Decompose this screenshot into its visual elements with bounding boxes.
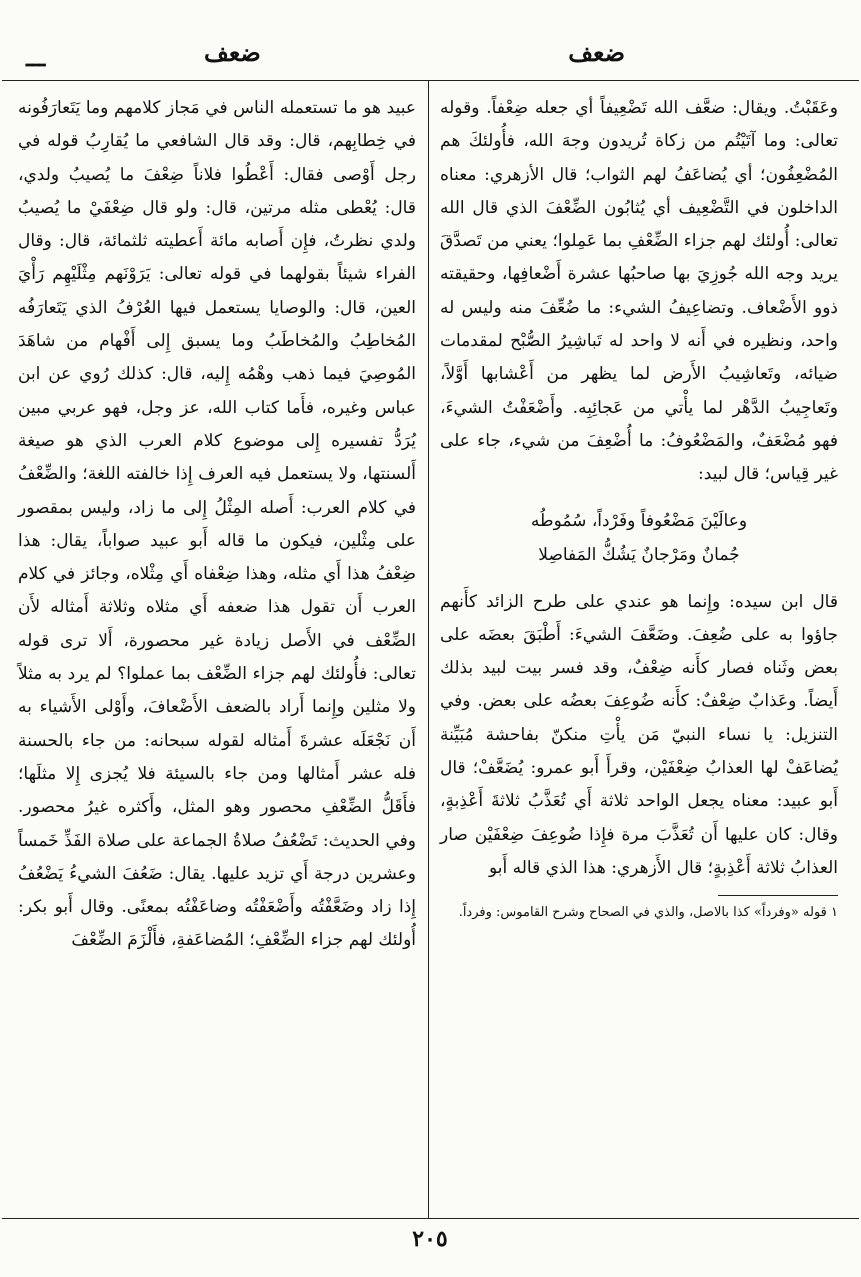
footnote: ١ قوله «وفرداً» كذا بالاصل، والذي في الصحاح وشرح القاموس: وفرداً. (458, 905, 838, 921)
verse (440, 504, 838, 572)
verse-line-2: جُمانٌ ومَرْجانٌ يَشُكُّ المَفاصِلا (538, 544, 740, 565)
header-word-left: ضعف (204, 38, 261, 67)
header-rule (2, 80, 859, 81)
footer-rule (2, 1218, 859, 1219)
verse-line-1: وعالَيْنَ مَضْعُوفاً وفَرْداً، سُمُوطُه (530, 510, 748, 531)
running-header (14, 30, 847, 76)
column-divider (428, 80, 429, 1218)
right-column-paragraph-1: وعَقَبْتُ. ويقال: ضعَّف الله تَضْعِيفاً أي جعله ضِعْفاً. وقوله تعالى: وما آتَيْتُم من زكاة تُريدون وجهَ الله، فأُولئكَ هم المُضْعِفُون؛ أي يُضاعَفُ لهم الثواب؛ قال الأزهري: معناه الداخلون في التَّضْعِيف أي يُثابُون الضِّعْفَ الذي قال الله تعالى: أُولئك لهم جزاء الضِّعْفِ بما عَمِلوا؛ يعني من تَصدَّقَ يريد وجه الله جُوزِيَ بها صاحبُها عشرة أَضْعافِها، وحقيقته ذوو الأَضْعاف. وتضاعِيفُ الشيء: ما ضُعِّفَ منه وليس له واحد، ونظيره في أَنه لا واحد له تَباشِيرُ الصُّبْح لمقدمات ضيائه، وتَعاشِيبُ الأَرض لما يظهر من أَعْشابها أَوَّلاً، وتَعاجِيبُ الدَّهْر لما يأْتي من عَجائِبِه. وأَضْعَفْتُ الشيءَ، فهو مُضْعَفٌ، والمَضْعُوفُ: ما أُضْعِفَ من شيء، جاء على غير قِياس؛ قال لبيد: (440, 98, 838, 485)
left-column-paragraph-1: عبيد هو ما تستعمله الناس في مَجاز كلامهم وما يَتَعارَفُونه في خِطابِهم، قال: وقد قال الشافعي ما يُقارِبُ قوله في رجل أَوْصى فقال: أَعْطُوا فلاناً ضِعْفَ ما يُصيبُ ولدي، قال: يُعْطى مثله مرتين، قال: ولو قال ضِعْفَيْ ما يُصيبُ ولدي نظرتُ، فإِن أَصابه مائة أَعطيته ثلثمائة، قال: وقال الفراء شيئاً بقولهما في قوله تعالى: يَرَوْنَهم مِثْلَيْهِم رَأْيَ العين، قال: والوصايا يستعمل فيها العُرْفُ الذي يَتَعارَفُه المُخاطِبُ والمُخاطَبُ وما يسبق إِلى أَفْهام من شاهَدَ المُوصِيَ فيما ذهب وهْمُه إِليه، قال: كذلك رُوي عن ابن عباس وغيره، فأَما كتاب الله، عز وجل، فهو عربي مبين يُرَدُّ تفسيره إِلى موضوع كلام العرب الذي هو صيغة أَلسنتها، ولا يستعمل فيه العرف إِذا خالفته اللغة؛ والضِّعْفُ في كلام العرب: أَصله المِثْلُ إِلى ما زاد، وليس بمقصور على مِثْلين، فيكون ما قاله أَبو عبيد صواباً، يقال: هذا ضِعْفُ هذا أَي مثله، وهذا ضِعْفاه أَي مِثْلاه، وجائز في كلام العرب أَن تقول هذا ضعفه أَي مثلاه وثلاثة أَمثاله لأَن الضِّعْف في الأَصل زيادة غير محصورة، أَلا ترى قوله تعالى: فأُولئك لهم جزاء الضِّعْف بما عملوا؟ لم يرد به مثلاً ولا مثلين وإِنما أَراد بالضعف الأَضْعافَ، وأَوْلى الأَشياء به أَن نَجْعَلَه عشرةَ أَمثاله لقوله سبحانه: من جاء بالحسنة فله عشر أَمثالها ومن جاء بالسيئة فلا يُجزى إِلا مثلَها؛ فأَقَلُّ الضِّعْفِ محصور وهو المثل، وأَكثره غيرُ محصور. وفي الحديث: تَضْعُفُ صلاةُ الجماعة على صلاة الفَذِّ خَمساً وعشرين درجة أَي تزيد عليها. يقال: ضَعُفَ الشيءُ يَضْعُفُ إِذا زاد وضَعَّفْتُه وأَضْعَفْتُه وضاعَفْتُه بمعنًى. وقال أَبو بكر: أُولئك لهم جزاء الضِّعْفِ؛ المُضاعَفةِ، فأَلْزَمَ الضِّعْفَ (18, 98, 416, 951)
header-mark: ـــ (26, 46, 46, 72)
page-number: ٢٠٥ (412, 1226, 448, 1252)
right-column-paragraph-2: قال ابن سيده: وإِنما هو عندي على طرح الزائد كأَنهم جاؤوا به على ضُعِفَ. وضَعَّفَ الشيءَ: أَطْبَقَ بعضَه على بعض وثَناه فصار كأَنه ضِعْفٌ، وقد فسر بيت لبيد بذلك أَيضاً. وعَذابٌ ضِعْفٌ: كأَنه ضُوعِفَ بعضُه على بعض. وفي التنزيل: يا نساء النبيّ مَن يأْتِ منكنّ بفاحشة مُبَيِّنة يُضاعَفْ لها العذابُ ضِعْفَيْن، وقرأَ أَبو عمرو: يُضَعَّفْ؛ قال أَبو عبيد: معناه يجعل الواحد ثلاثة أَي تُعَذَّبُ ثلاثةَ أَعْذِبةٍ، وقال: كان عليها أَن تُعَذَّبَ مرة فإِذا ضُوعِفَ ضِعْفَيْن صار العذابُ ثلاثة أَعْذِبةٍ؛ قال الأَزهري: هذا الذي قاله أَبو (440, 591, 838, 878)
footnote-rule (718, 895, 838, 896)
header-word-right: ضعف (568, 38, 625, 67)
right-column (440, 92, 838, 926)
left-column (18, 92, 416, 958)
